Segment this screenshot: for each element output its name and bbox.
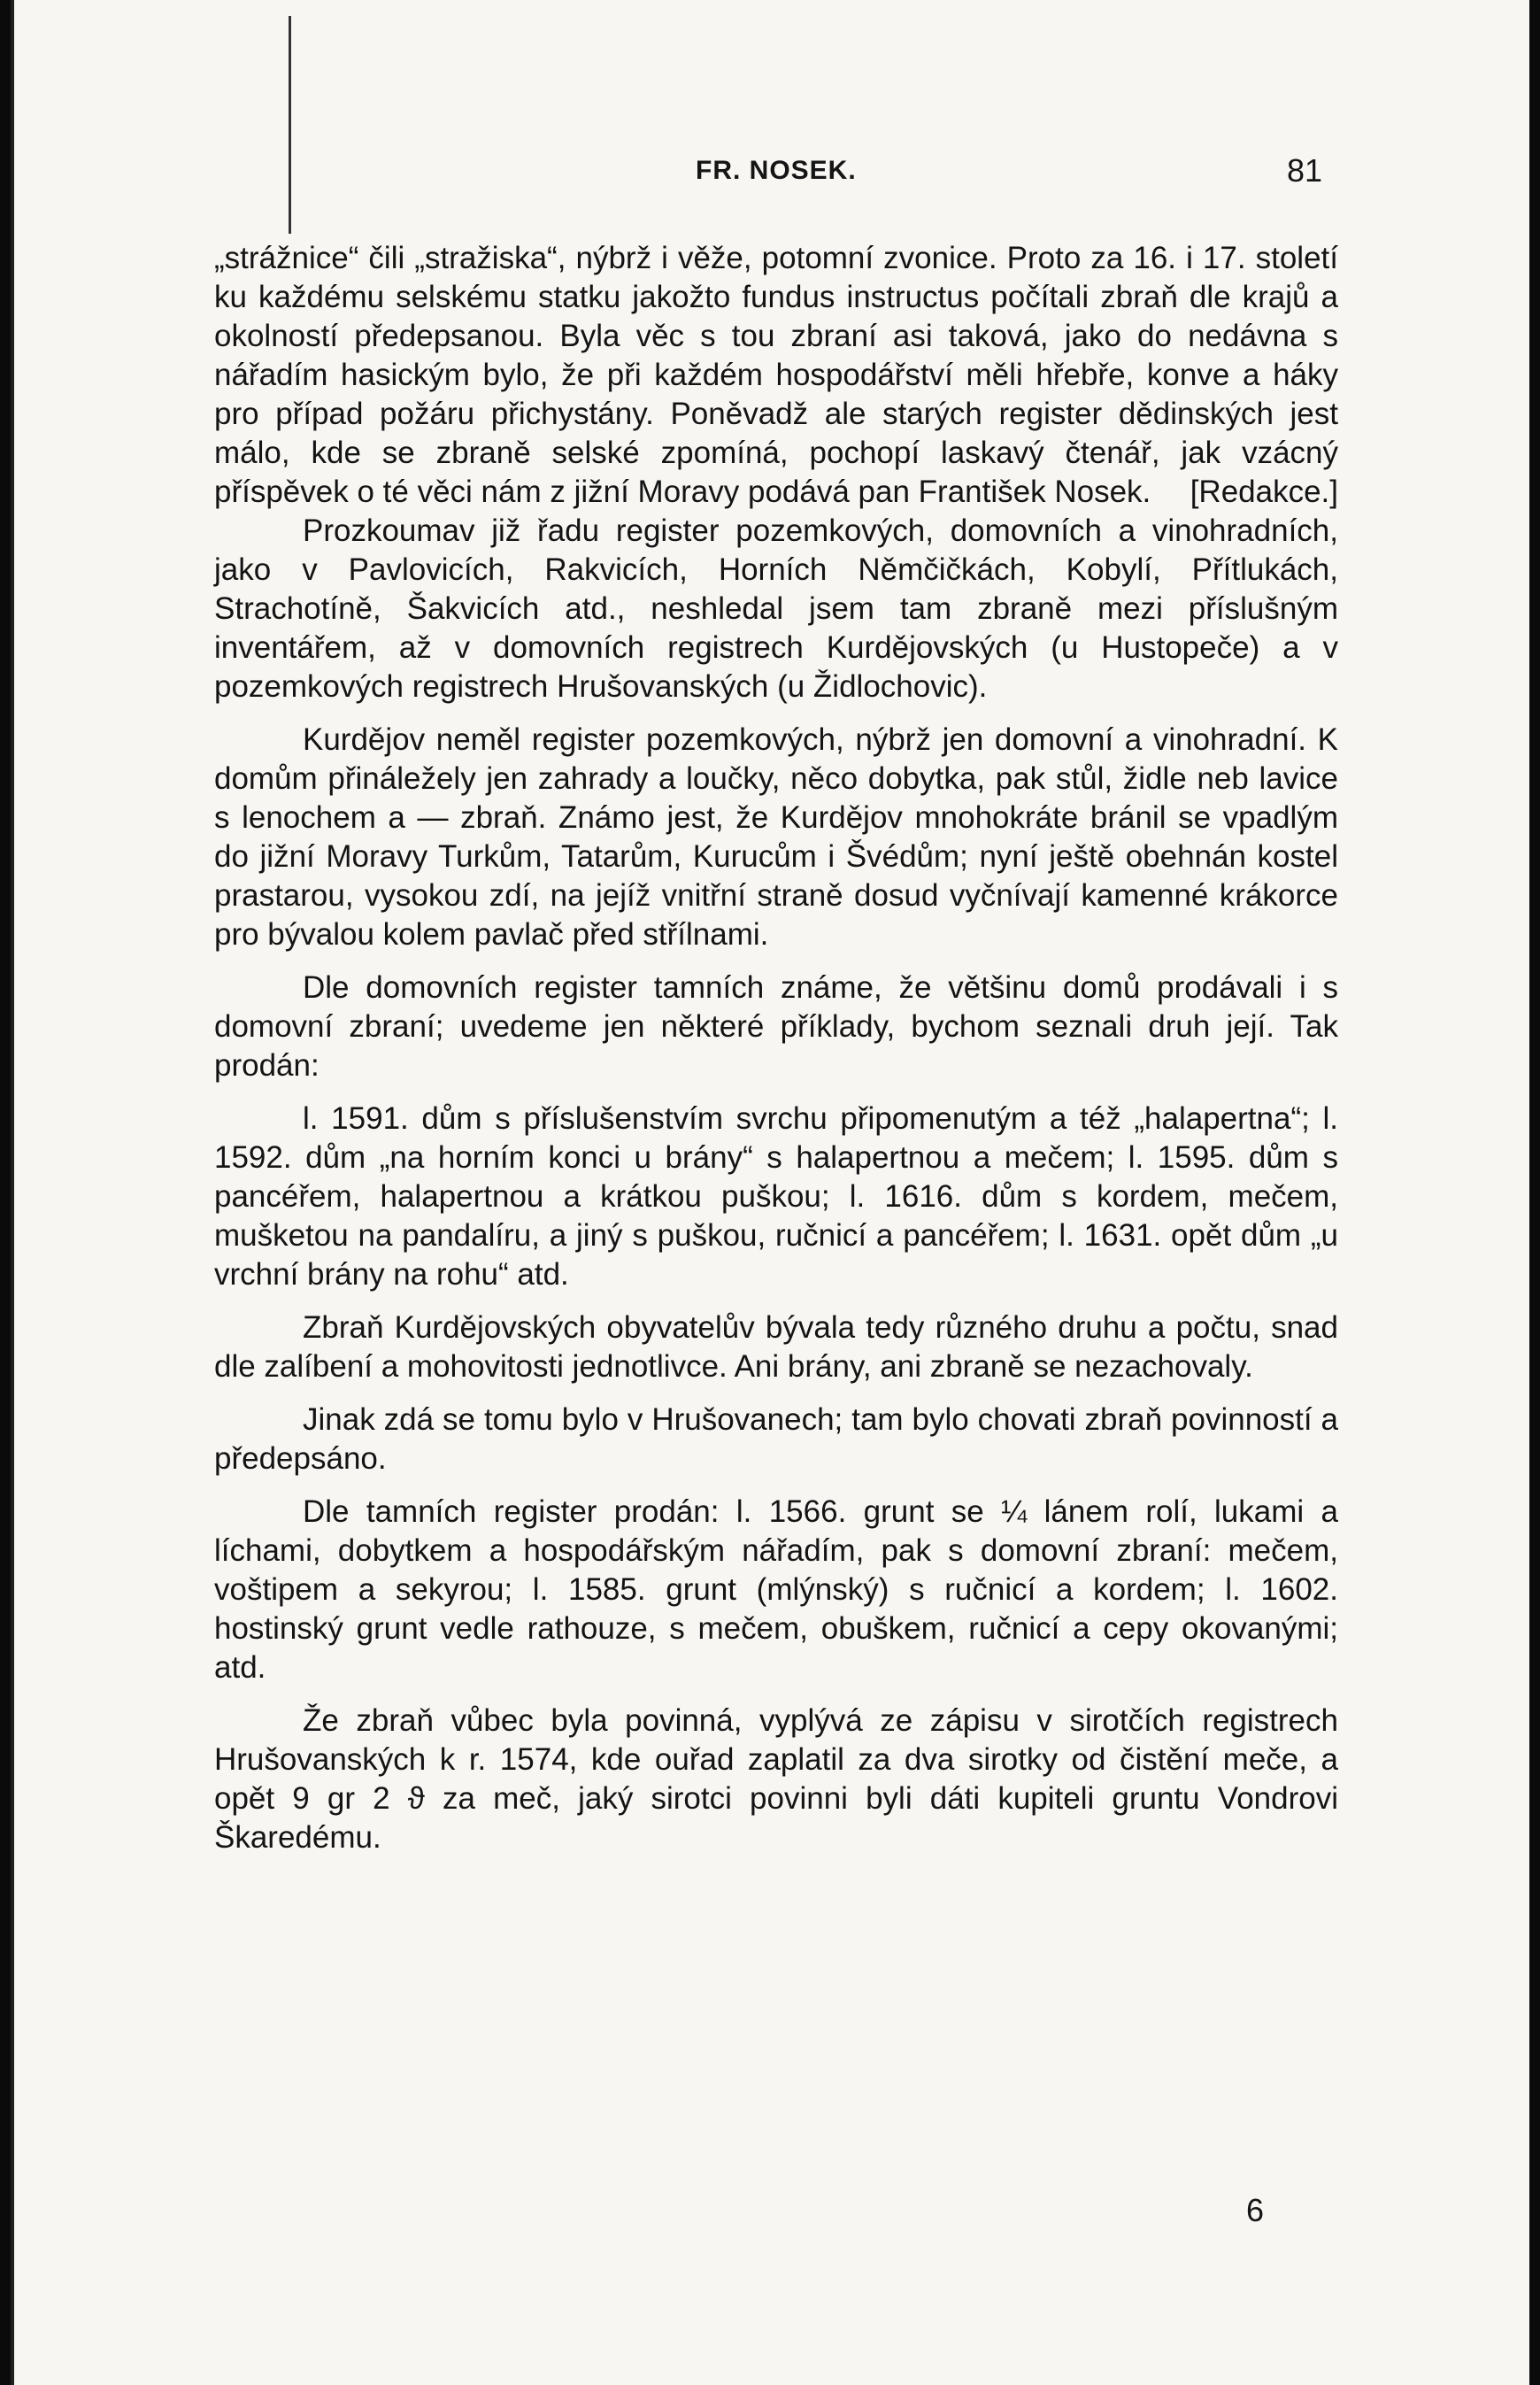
page (11, 0, 1529, 2385)
paragraph: Dle domovních register tamních známe, že většinu domů prodávali i s domovní zbraní; uvedeme jen některé příklady, bychom seznali druh její. Tak prodán: (214, 970, 1338, 1083)
paragraph: Zbraň Kurdějovských obyvatelův bývala tedy různého druhu a počtu, snad dle zalíbení a mohovitosti jednotlivce. Ani brány, ani zbraně se nezachovaly. (214, 1310, 1338, 1384)
paragraph: l. 1591. dům s příslušenstvím svrchu připomenutým a též „halapertna“; l. 1592. dům „na horním konci u brány“ s halapertnou a mečem; l. 1595. dům s pancéřem, halapertnou a krátkou puškou; l. 1616. dům s kordem, mečem, mušketou na pandalíru, a jiný s puškou, ručnicí a pancéřem; l. 1631. opět dům „u vrchní brány na rohu“ atd. (214, 1101, 1338, 1292)
page-number: 81 (1287, 152, 1323, 189)
paragraph: Jinak zdá se tomu bylo v Hrušovanech; tam bylo chovati zbraň povinností a předepsáno. (214, 1402, 1338, 1476)
body-text (214, 239, 1338, 1857)
running-head: FR. NOSEK. (696, 156, 857, 185)
paragraph-intro: „strážnice“ čili „stražiska“, nýbrž i věže, potomní zvonice. Proto za 16. i 17. století ku každému selskému statku jakožto fundus instructus počítali zbraň dle krajů a okolností předepsanou. Byla věc s tou zbraní asi taková, jako do nedávna s nářadím hasickým bylo, že při každém hospodářství měli hřebře, konve a háky pro případ požáru přichystány. Poněvadž ale starých register dědinských jest málo, kde se zbraně selské zpomíná, pochopí laskavý čtenář, jak vzácný příspěvek o té věci nám z jižní Moravy podává pan František Nosek. (214, 241, 1338, 509)
paragraph: Dle tamních register prodán: l. 1566. grunt se ¼ lánem rolí, lukami a líchami, dobytkem a hospodářským nářadím, pak s domovní zbraní: mečem, voštipem a sekyrou; l. 1585. grunt (mlýnský) s ručnicí a kordem; l. 1602. hostinský grunt vedle rathouze, s mečem, obuškem, ručnicí a cepy okovanými; atd. (214, 1494, 1338, 1685)
editor-note: [Redakce.] (1190, 475, 1338, 509)
page-header (14, 149, 1529, 202)
paragraph: Kurdějov neměl register pozemkových, nýbrž jen domovní a vinohradní. K domům přináležely jen zahrady a loučky, něco dobytka, pak stůl, židle neb lavice s lenochem a — zbraň. Známo jest, že Kurdějov mnohokráte bránil se vpadlým do jižní Moravy Turkům, Tatarům, Kurucům i Švédům; nyní ještě obehnán kostel prastarou, vysokou zdí, na jejíž vnitřní straně dosud vyčnívají kamenné krákorce pro bývalou kolem pavlač před střílnami. (214, 722, 1338, 952)
signature-mark: 6 (1246, 2192, 1265, 2228)
paragraph: Že zbraň vůbec byla povinná, vyplývá ze zápisu v sirotčích registrech Hrušovanských k r. 1574, kde ouřad zaplatil za dva sirotky od čistění meče, a opět 9 gr 2 ϑ za meč, jaký sirotci povinni byli dáti kupiteli gruntu Vondrovi Škaredému. (214, 1703, 1338, 1855)
paragraph: Prozkoumav již řadu register pozemkových, domovních a vinohradních, jako v Pavlovicích, Rakvicích, Horních Němčičkách, Kobylí, Přítlukách, Strachotíně, Šakvicích atd., neshledal jsem tam zbraně mezi příslušným inventářem, až v domovních registrech Kurdějovských (u Hustopeče) a v pozemkových registrech Hrušovanských (u Židlochovic). (214, 513, 1338, 704)
